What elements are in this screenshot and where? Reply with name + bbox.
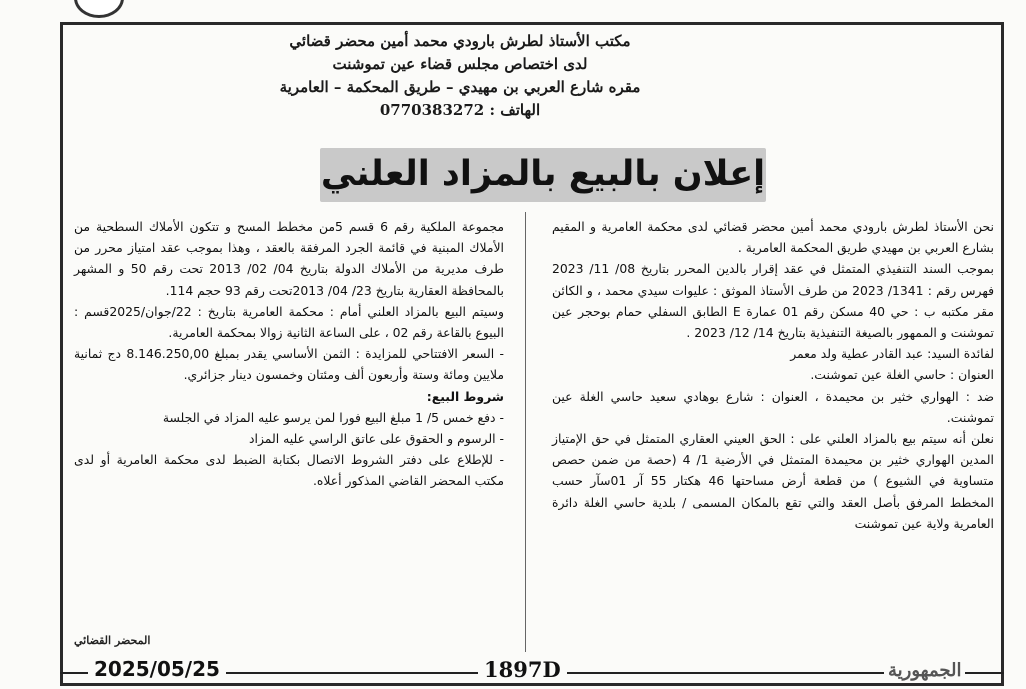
publication-date: 2025/05/25: [88, 657, 226, 681]
office-address: مقره شارع العربي بن مهيدي – طريق المحكمة – العامرية: [279, 78, 641, 96]
newspaper-logo: الجمهورية: [884, 660, 965, 681]
opening-price: - السعر الافتتاحي للمزايدة : الثمن الأساسي يقدر بمبلغ 8.146.250,00 دج ثمانية ملايين ومائة وستة وأربعون ألف ومئتان وخمسون دينار جزائري.: [74, 346, 504, 383]
office-phone: الهاتف : 0770383272: [379, 101, 541, 119]
office-name: مكتب الأستاذ لطرش بارودي محمد أمين محضر قضائي: [289, 32, 631, 50]
conditions-label: شروط البيع:: [426, 388, 504, 404]
property-details: مجموعة الملكية رقم 6 قسم 5من مخطط المسح و تتكون الأملاك السطحية من الأملاك المبنية في قائمة الجرد المرفقة بالعقد ، وهذا بموجب عقد امتياز محرر من طرف مديرية من الأملاك الدولة بتاريخ 04/ 02/ 2013 تحت رقم 50 و المشهر بالمحافظة العقارية بتاريخ 23/ 04/ 2013تحت رقم 93 حجم 114.: [74, 219, 504, 298]
beneficiary: لفائدة السيد: عبد القادر عطية ولد معمر: [790, 346, 994, 362]
office-header: [200, 30, 720, 122]
beneficiary-address: العنوان : حاسي الغلة عين تموشنت.: [810, 367, 994, 383]
debtor: ضد : الهواري خثير بن محيمدة ، العنوان : شارع بوهادي سعيد حاسي الغلة عين تموشنت.: [552, 388, 994, 425]
logo-arc-decoration: [74, 0, 124, 18]
office-jurisdiction: لدى اختصاص مجلس قضاء عين تموشنت: [332, 55, 588, 73]
enforcement-title: بموجب السند التنفيذي المتمثل في عقد إقرار بالدين المحرر بتاريخ 08/ 11/ 2023 فهرس رقم : 1341/ 2023 من طرف الأستاذ الموثق : عليوات سيدي محمد ، و الكائن مقر مكتبه ب : حي 40 مسكن رقم 01 عمارة E الطابق السفلي حمام بوحجر عين تموشنت و الممهور بالصيغة التنفيذية بتاريخ 14/ 12/ 2023 .: [552, 261, 994, 341]
condition-specifications: - للإطلاع على دفتر الشروط الاتصال بكتابة الضبط لدى محكمة العامرية أو لدى مكتب المحضر القاضي المذكور أعلاه.: [74, 452, 504, 489]
auction-date: وسيتم البيع بالمزاد العلني أمام : محكمة العامرية بتاريخ : 22/جوان/2025قسم : البيوع بالقاعة رقم 02 ، على الساعة الثانية زوالا بمحكمة العامرية.: [74, 303, 504, 341]
right-column: [552, 216, 994, 534]
property-description: نعلن أنه سيتم بيع بالمزاد العلني على : الحق العيني العقاري المتمثل في حق الإمتياز المدين الهواري خثير بن محيمدة المتمثل في الأرضية 1/ 4 (حصة من ضمن حصص متساوية في الشيوع ) من قطعة أرض مساحتها 46 هكتار 55 آر 01سآر حسب المخطط المرفق بأصل العقد والتي تقع بالمكان المسمى / بلدية حاسي الغلة دائرة العامرية ولاية عين تموشنت: [552, 431, 995, 531]
announcement-title: إعلان بالبيع بالمزاد العلني: [320, 154, 766, 194]
column-divider: [525, 212, 526, 652]
ad-number: 1897D: [478, 657, 567, 682]
condition-payment: - دفع خمس 5/ 1 مبلغ البيع فورا لمن يرسو عليه المزاد في الجلسة: [162, 409, 504, 425]
condition-fees: - الرسوم و الحقوق على عاتق الراسي عليه المزاد: [248, 431, 504, 447]
bailiff-intro: نحن الأستاذ لطرش بارودي محمد أمين محضر قضائي لدى محكمة العامرية و المقيم بشارع العربي بن مهيدي طريق المحكمة العامرية .: [552, 219, 994, 256]
signer-label: المحضر القضائي: [74, 634, 151, 647]
left-column: [74, 216, 504, 492]
